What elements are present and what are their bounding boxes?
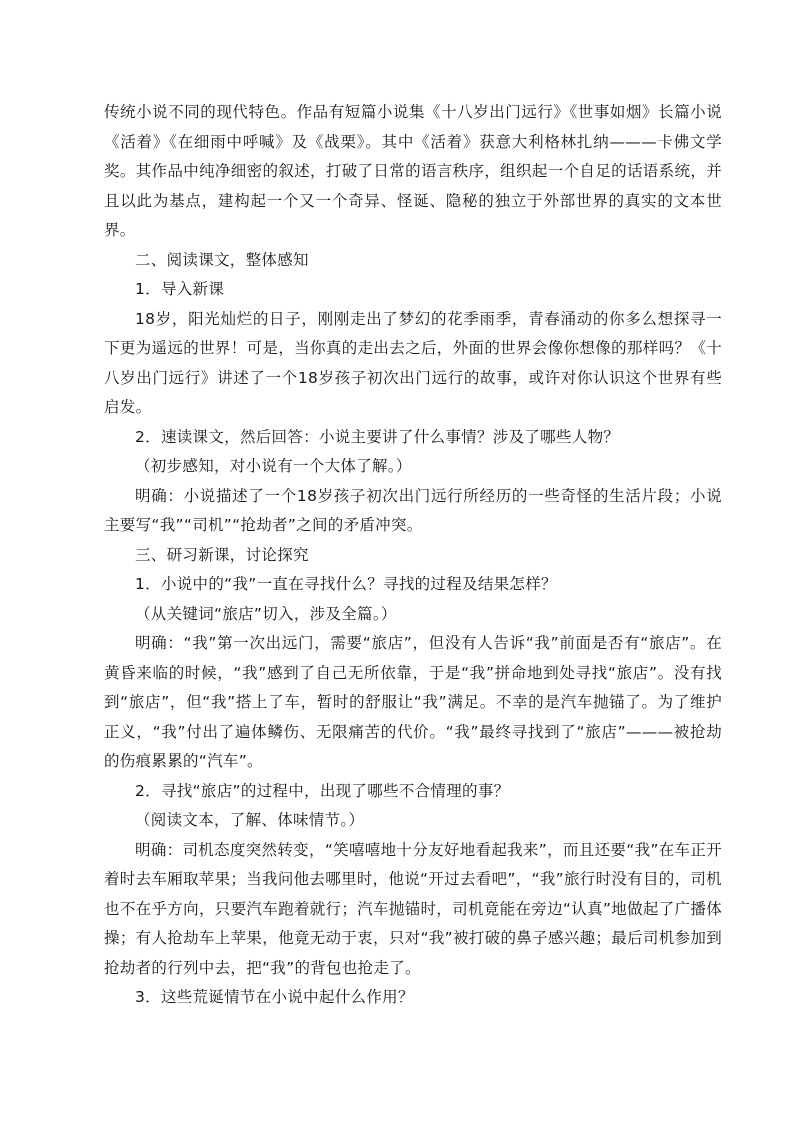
question-searching: 1．小说中的“我”一直在寻找什么？寻找的过程及结果怎样？ bbox=[135, 575, 557, 593]
answer-absurd-events: 明确：司机态度突然转变，“笑嘻嘻地十分友好地看起我来”，而且还要“我”在车正开着时去车厢取苹果；当我问他去哪里时，他说“开过去看吧”，“我”旅行时没有目的，司机也不在乎方向，只要汽车跑着就行；汽车抛锚时，司机竟能在旁边“认真”地做起了广播体操；有人抢劫车上苹果，他竟无动于衷，只对“我”被打破的鼻子感兴趣；最后司机参加到抢劫者的行列中去，把“我”的背包也抢走了。 bbox=[104, 840, 722, 977]
question-absurd-events: 2．寻找“旅店”的过程中，出现了哪些不合情理的事？ bbox=[135, 781, 510, 800]
document-body bbox=[104, 98, 722, 1013]
paragraph-author-intro: 传统小说不同的现代特色。作品有短篇小说集《十八岁出门远行》《世事如烟》长篇小说《活着》《在细雨中呼喊》及《战栗》。其中《活着》获意大利格林扎纳———卡佛文学奖。其作品中纯净细密的叙述，打破了日常的语言秩序，组织起一个自足的话语系统，并且以此为基点，建构起一个又一个奇异、怪诞、隐秘的独立于外部世界的真实的文本世界。 bbox=[104, 103, 722, 239]
question-role-of-absurdity: 3．这些荒诞情节在小说中起什么作用？ bbox=[135, 988, 414, 1006]
note-read-text: （阅读文本，了解、体味情节。） bbox=[135, 811, 365, 829]
answer-search-process: 明确：“我”第一次出远门，需要“旅店”，但没有人告诉“我”前面是否有“旅店”。在黄昏来临的时候，“我”感到了自己无所依靠，于是“我”拼命地到处寻找“旅店”。没有找到“旅店”，但“我”搭上了车，暂时的舒服让“我”满足。不幸的是汽车抛锚了。为了维护正义，“我”付出了遍体鳞伤、无限痛苦的代价。“我”最终寻找到了“旅店”———被抢劫的伤痕累累的“汽车”。 bbox=[104, 634, 722, 770]
subheading-intro-lesson: 1．导入新课 bbox=[135, 280, 225, 298]
section-heading-study: 三、研习新课，讨论探究 bbox=[135, 545, 309, 564]
section-heading-reading: 二、阅读课文，整体感知 bbox=[135, 250, 309, 269]
answer-story-summary: 明确：小说描述了一个18岁孩子初次出门远行所经历的一些奇怪的生活片段；小说主要写“我”“司机”“抢劫者”之间的矛盾冲突。 bbox=[104, 486, 722, 534]
note-initial-perception: （初步感知，对小说有一个大体了解。） bbox=[135, 457, 412, 475]
question-speed-reading: 2．速读课文，然后回答：小说主要讲了什么事情？涉及了哪些人物？ bbox=[135, 427, 620, 446]
note-keyword-inn: （从关键词“旅店”切入，涉及全篇。） bbox=[135, 604, 397, 623]
paragraph-intro-text: 18岁，阳光灿烂的日子，刚刚走出了梦幻的花季雨季，青春涌动的你多么想探寻一下更为遥远的世界！可是，当你真的走出去之后，外面的世界会像你想像的那样吗？《十八岁出门远行》讲述了一个18岁孩子初次出门远行的故事，或许对你认识这个世界有些启发。 bbox=[104, 309, 722, 416]
